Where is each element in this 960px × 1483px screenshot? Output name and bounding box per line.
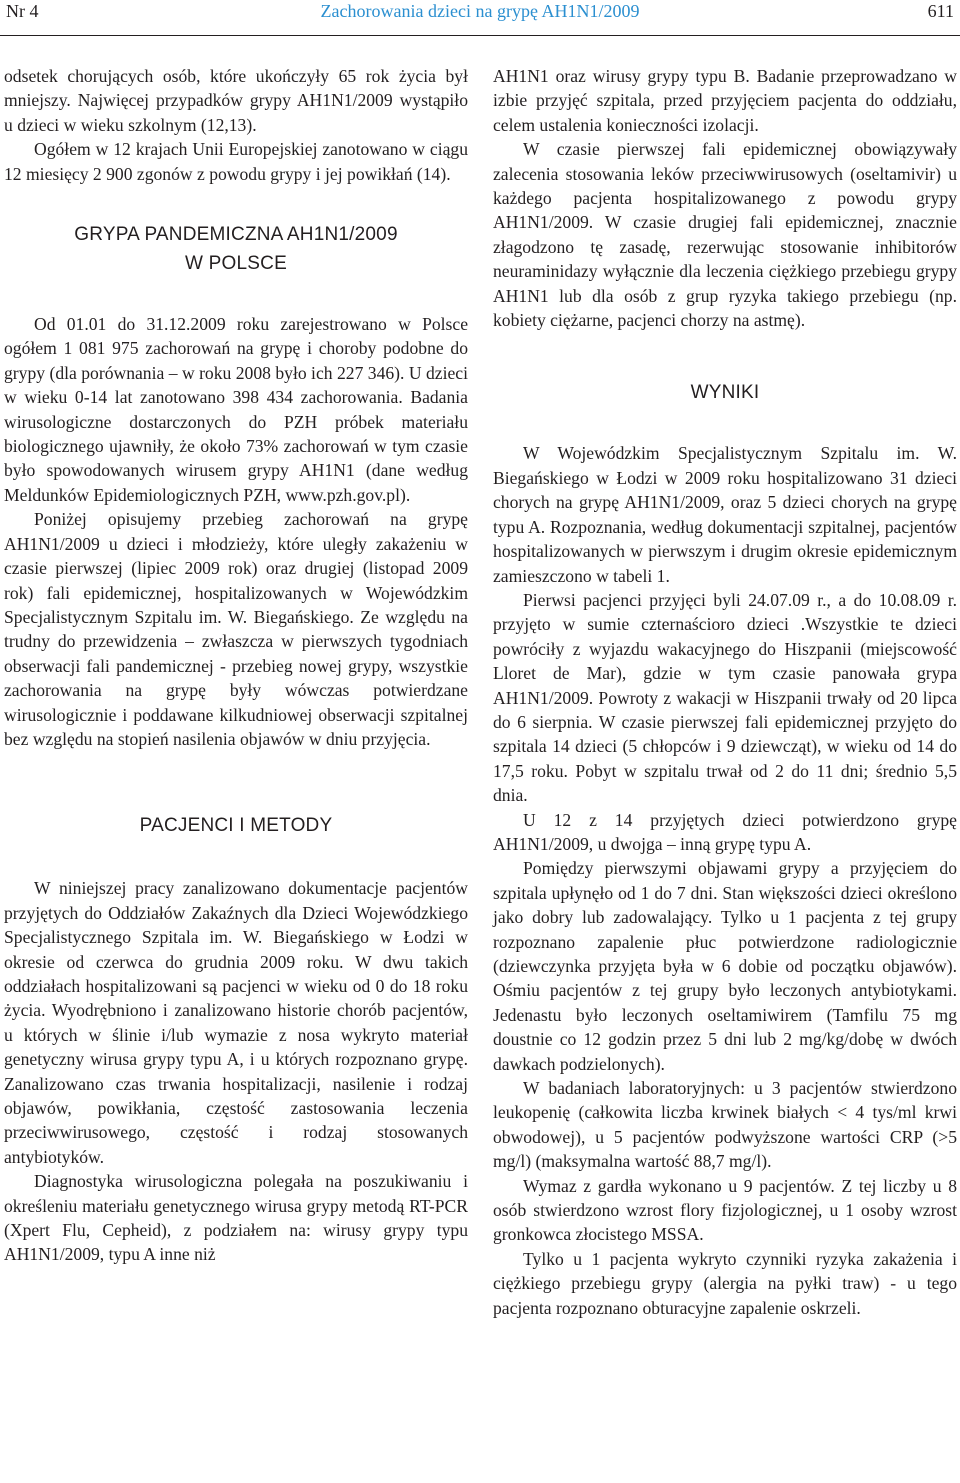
paragraph: Od 01.01 do 31.12.2009 roku zarejestrowano w Polsce ogółem 1 081 975 zachorowań na grypę i choroby podobne do grypy (dla porównania – w roku 2008 było ich 227 346). U dzieci w wieku 0-14 lat zanotowano 398 434 zachorowania. Badania wirusologiczne dostarczonych do PZH próbek materiału biologicznego ujawniły, że około 73% zachorowań w tym czasie było spowodowanych wirusem grypy AH1N1 (dane według Meldunków Epidemiologicznych PZH, www.pzh.gov.pl). <box>4 314 468 505</box>
paragraph: odsetek chorujących osób, które ukończyły 65 rok życia był mniejszy. Najwięcej przypadków grypy AH1N1/2009 wystąpiło u dzieci w wieku szkolnym (12,13). <box>4 66 468 135</box>
paragraph: Ogółem w 12 krajach Unii Europejskiej zanotowano w ciągu 12 miesięcy 2 900 zgonów z powodu grypy i jej powikłań (14). <box>4 139 468 184</box>
paragraph: Poniżej opisujemy przebieg zachorowań na grypę AH1N1/2009 u dzieci i młodzieży, które uległy zakażeniu w czasie pierwszej (lipiec 2009 rok) oraz drugiej (listopad 2009 rok) fali epidemicznej, hospitalizowanych w Wojewódzkim Specjalistycznym Szpitalu im. W. Biegańskiego. Ze względu na trudny do przewidzenia – zwłaszcza w pierwszych tygodniach obserwacji fali pandemicznej - przebieg nowej grypy, wszystkie zachorowania na grypę były wówczas potwierdzane wirusologicznie i poddawane kilkudniowej obserwacji szpitalnej bez względu na stopień nasilenia objawów w dniu przyjęcia. <box>4 509 468 749</box>
paragraph: W czasie pierwszej fali epidemicznej obowiązywały zalecenia stosowania leków przeciwwirusowych (oseltamivir) u każdego pacjenta hospitalizowanego z powodu grypy AH1N1/2009. W czasie drugiej fali epidemicznej, znacznie złagodzono tę zasadę, rezerwując stosowanie inhibitorów neuraminidazy wyłącznie dla leczenia ciężkiego przebiegu grypy AH1N1 lub dla osób z grup ryzyka takiego przebiegu (np. kobiety ciężarne, pacjenci chorzy na astmę). <box>493 139 957 331</box>
page-header <box>0 0 960 34</box>
paragraph: Tylko u 1 pacjenta wykryto czynniki ryzyka zakażenia i ciężkiego przebiegu grypy (alergia na pyłki traw) - u tego pacjenta rozpoznano obturacyjne zapalenie oskrzeli. <box>493 1248 957 1318</box>
paragraph: W niniejszej pracy zanalizowano dokumentacje pacjentów przyjętych do Oddziałów Zakaźnych dla Dzieci Wojewódzkiego Specjalistycznego Szpitala im. W. Biegańskiego w Łodzi w okresie od czerwca do grudnia 2009 roku. W dwu takich oddziałach hospitalizowani są pacjenci w wieku od 0 do 18 roku życia. Wyodrębniono i zanalizowano historie chorób pacjentów, u których w ślinie i/lub wymazie z nosa wykryto materiał genetyczny wirusa grypy typu A, i u których rozpoznano grypę. Zanalizowano czas trwania hospitalizacji, nasilenie i rodzaj objawów, powikłania, częstość zastosowania leczenia przeciwwirusowego, częstość i rodzaj stosowanych antybiotyków. <box>4 878 468 1167</box>
left-column <box>4 64 468 1267</box>
page-number: 611 <box>927 1 954 21</box>
paragraph: Diagnostyka wirusologiczna polegała na poszukiwaniu i określeniu materiału genetycznego wirusa grypy metodą RT-PCR (Xpert Flu, Cepheid), z podziałem na: wirusy grypy typu AH1N1/2009, typu A inne niż <box>4 1171 468 1265</box>
paragraph: Wymaz z gardła wykonano u 9 pacjentów. Z tej liczby u 8 osób stwierdzono wzrost flory fizjologicznej, u 1 osoby wzrost gronkowca złocistego MSSA. <box>493 1175 957 1245</box>
heading-line: GRYPA PANDEMICZNA AH1N1/2009 <box>74 224 398 246</box>
heading-line: W POLSCE <box>185 253 287 275</box>
paragraph: W Wojewódzkim Specjalistycznym Szpitalu im. W. Biegańskiego w Łodzi w 2009 roku hospitalizowano 31 dzieci chorych na grypę AH1N1/2009, oraz 5 dzieci chorych na grypę typu A. Rozpoznania, według dokumentacji szpitalnej, pacjentów hospitalizowanych w pierwszym i drugim okresie epidemicznym zamieszczono w tabeli 1. <box>493 443 957 586</box>
right-column <box>493 64 957 1320</box>
paragraph: Pomiędzy pierwszymi objawami grypy a przyjęciem do szpitala upłynęło od 1 do 7 dni. Stan większości dzieci określono jako dobry lub zadowalający. Tylko u 1 pacjenta z tej grupy rozpoznano zapalenie płuc potwierdzone radiologicznie (dziewczynka przyjęta była w 6 dobie od początku objawów). Ośmiu pacjentów z tej grupy było leczonych antybiotykami. Jedenastu było leczonych oseltamiwirem (Tamfilu 75 mg doustnie co 12 godzin przez 5 dni lub 2 mg/kg/dobę w dwóch dawkach podzielonych). <box>493 858 957 1074</box>
section-heading-results: WYNIKI <box>690 382 760 404</box>
section-heading-pandemic <box>4 220 468 278</box>
issue-number: Nr 4 <box>6 1 39 21</box>
running-title: Zachorowania dzieci na grypę AH1N1/2009 <box>320 1 640 21</box>
paragraph: AH1N1 oraz wirusy grypy typu B. Badanie przeprowadzano w izbie przyjęć szpitala, przed przyjęciem pacjenta do oddziału, celem ustalenia konieczności izolacji. <box>493 66 957 135</box>
header-rule <box>0 35 960 36</box>
paragraph: Pierwsi pacjenci przyjęci byli 24.07.09 r., a do 10.08.09 r. przyjęto w sumie czternaścioro dzieci .Wszystkie te dzieci powróciły z wyjazdu wakacyjnego do Hiszpanii (miejscowość Lloret de Mar), gdzie w tym czasie panowała grypa AH1N1/2009. Powroty z wakacji w Hiszpanii trwały od 20 lipca do 6 sierpnia. W czasie pierwszej fali epidemicznej przyjęto do szpitala 14 dzieci (5 chłopców i 9 dziewcząt), w wieku od 14 do 17,5 roku. Pobyt w szpitalu trwał od 2 do 11 dni; średnio 5,5 dnia. <box>493 589 957 806</box>
paragraph: W badaniach laboratoryjnych: u 3 pacjentów stwierdzono leukopenię (całkowita liczba krwinek białych < 4 tys/ml krwi obwodowej), u 5 pacjentów podwyższone wartości CRP (>5 mg/l) (maksymalna wartość 88,7 mg/l). <box>493 1078 957 1172</box>
paragraph: U 12 z 14 przyjętych dzieci potwierdzono grypę AH1N1/2009, u dwojga – inną grypę typu A. <box>493 809 957 854</box>
section-heading-methods: PACJENCI I METODY <box>139 815 333 837</box>
